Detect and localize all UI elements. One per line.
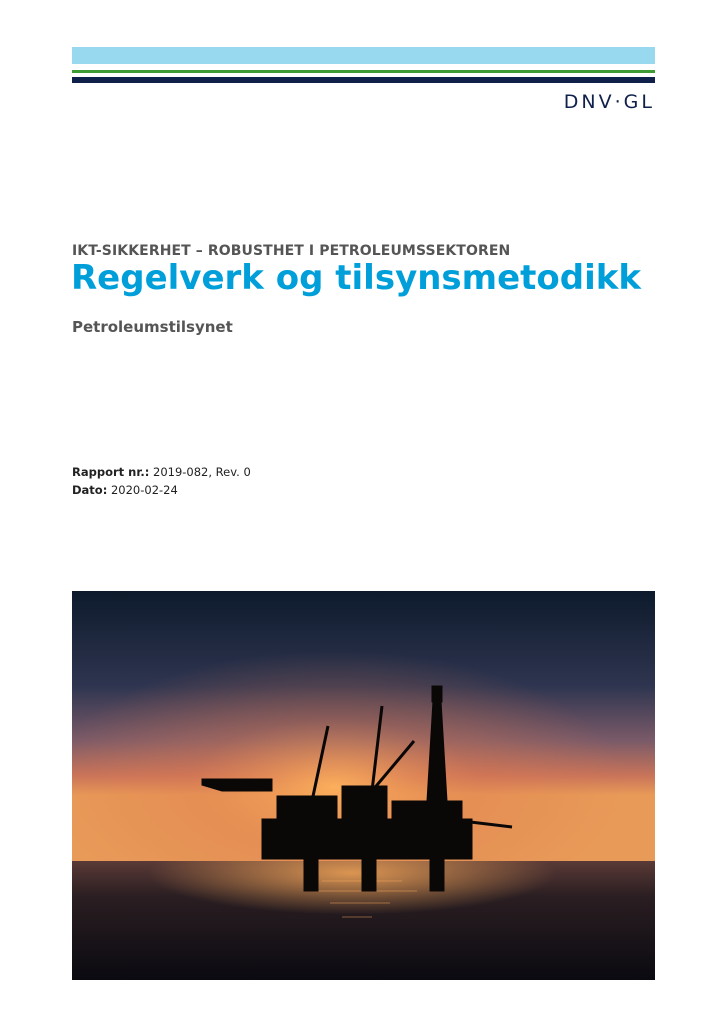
offshore-platform-sunset-image bbox=[72, 591, 655, 980]
header-band-navy bbox=[72, 77, 655, 83]
date-line bbox=[72, 483, 178, 497]
dnv-gl-logo: DNV·GL bbox=[563, 91, 655, 113]
header-band-light bbox=[72, 47, 655, 64]
report-title: Regelverk og tilsynsmetodikk bbox=[71, 258, 641, 298]
date-label: Dato: bbox=[72, 483, 108, 497]
header-band-green bbox=[72, 70, 655, 73]
client-name: Petroleumstilsynet bbox=[72, 318, 233, 336]
report-number-label: Rapport nr.: bbox=[72, 465, 150, 479]
report-supertitle: IKT-SIKKERHET – ROBUSTHET I PETROLEUMSSEKTOREN bbox=[72, 243, 511, 259]
date-value: 2020-02-24 bbox=[110, 483, 178, 497]
report-number-value: 2019-082, Rev. 0 bbox=[153, 465, 251, 479]
report-number-line bbox=[72, 465, 251, 479]
